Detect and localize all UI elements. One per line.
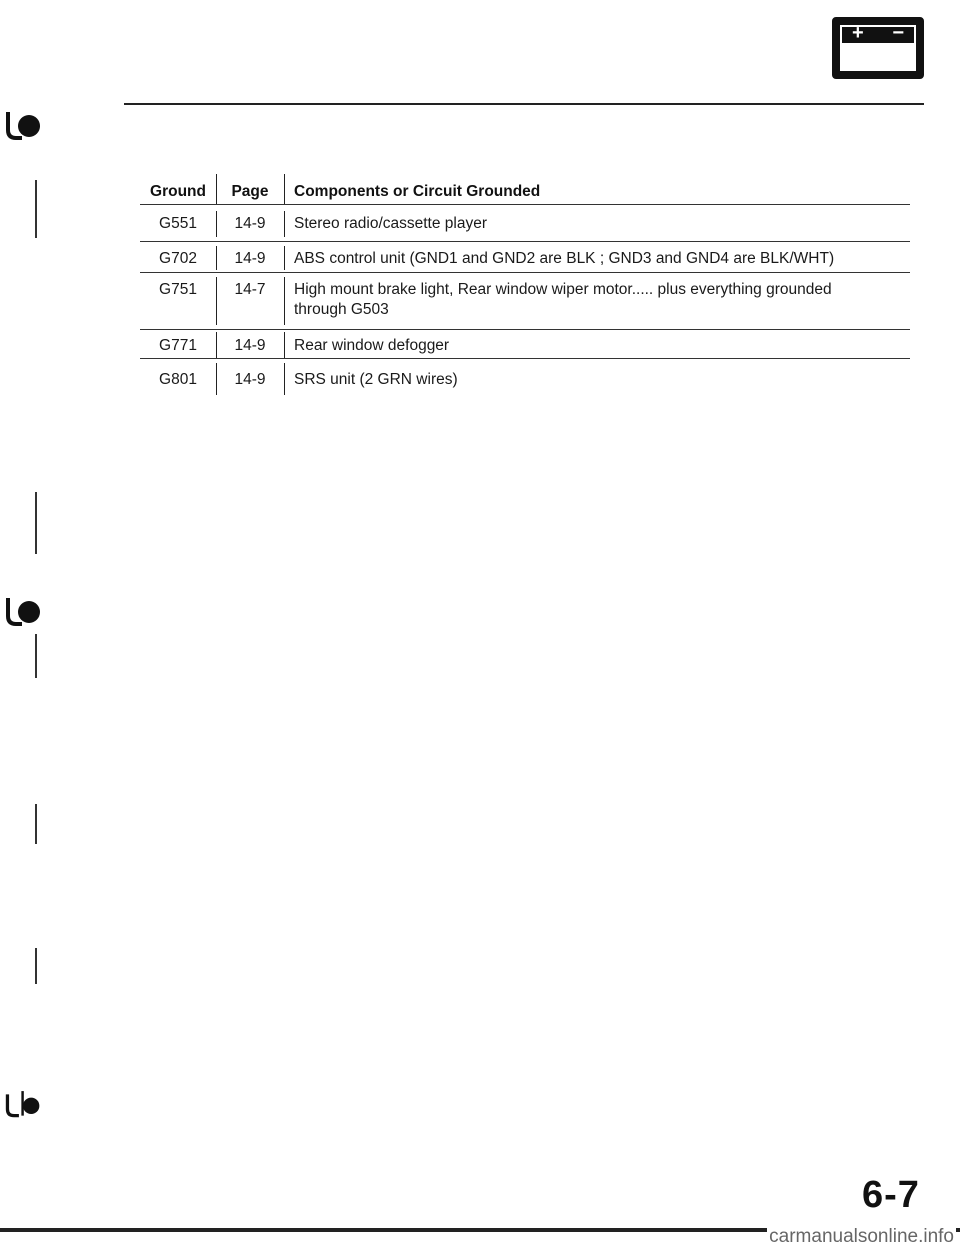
cell-components: Stereo radio/cassette player [294,215,487,232]
margin-mark [35,948,37,984]
table-row [140,330,910,358]
column-divider [216,277,217,325]
header-page: Page [231,183,269,200]
column-divider [216,363,217,395]
cell-page: 14-9 [234,250,266,267]
cell-ground: G551 [159,215,197,232]
cell-ground: G751 [159,281,197,298]
cell-components: Rear window defogger [294,337,450,354]
header-components: Components or Circuit Grounded [294,183,541,200]
binder-mark-icon [5,594,41,628]
cell-components: SRS unit (2 GRN wires) [294,371,458,388]
column-divider [284,277,285,325]
column-divider [284,174,285,204]
column-divider [284,211,285,237]
margin-mark [35,180,37,238]
binder-mark-icon [5,1088,41,1122]
cell-ground: G801 [159,371,197,388]
cell-page: 14-9 [234,215,266,232]
column-divider [216,211,217,237]
table-row [140,273,910,329]
table-row [140,205,910,241]
column-divider [216,246,217,270]
column-divider [284,363,285,395]
cell-components-group [284,273,910,320]
battery-icon [832,17,924,79]
column-divider [284,246,285,270]
column-divider [216,174,217,204]
ground-table [140,178,910,397]
header-rule [124,103,924,105]
cell-page: 14-9 [234,371,266,388]
margin-mark [35,804,37,844]
cell-page: 14-9 [234,337,266,354]
cell-page: 14-7 [234,281,266,298]
cell-components: ABS control unit (GND1 and GND2 are BLK ; GND3 and GND4 are BLK/WHT) [294,250,835,267]
column-divider [284,332,285,358]
page-number: 6-7 [862,1174,920,1216]
column-divider [216,332,217,358]
watermark: carmanualsonline.info [769,1226,954,1247]
binder-mark-icon [5,108,41,142]
battery-plus-sign: + [852,22,864,44]
header-ground: Ground [150,183,206,200]
table-row [140,359,910,397]
cell-ground: G771 [159,337,197,354]
table-header [140,178,910,204]
cell-components-continued: through G503 [294,301,389,318]
cell-ground: G702 [159,250,197,267]
margin-mark [35,634,37,678]
table-row [140,242,910,272]
margin-mark [35,492,37,554]
cell-components: High mount brake light, Rear window wiper motor..... plus everything grounded [294,281,832,298]
battery-minus-sign: − [892,22,904,44]
